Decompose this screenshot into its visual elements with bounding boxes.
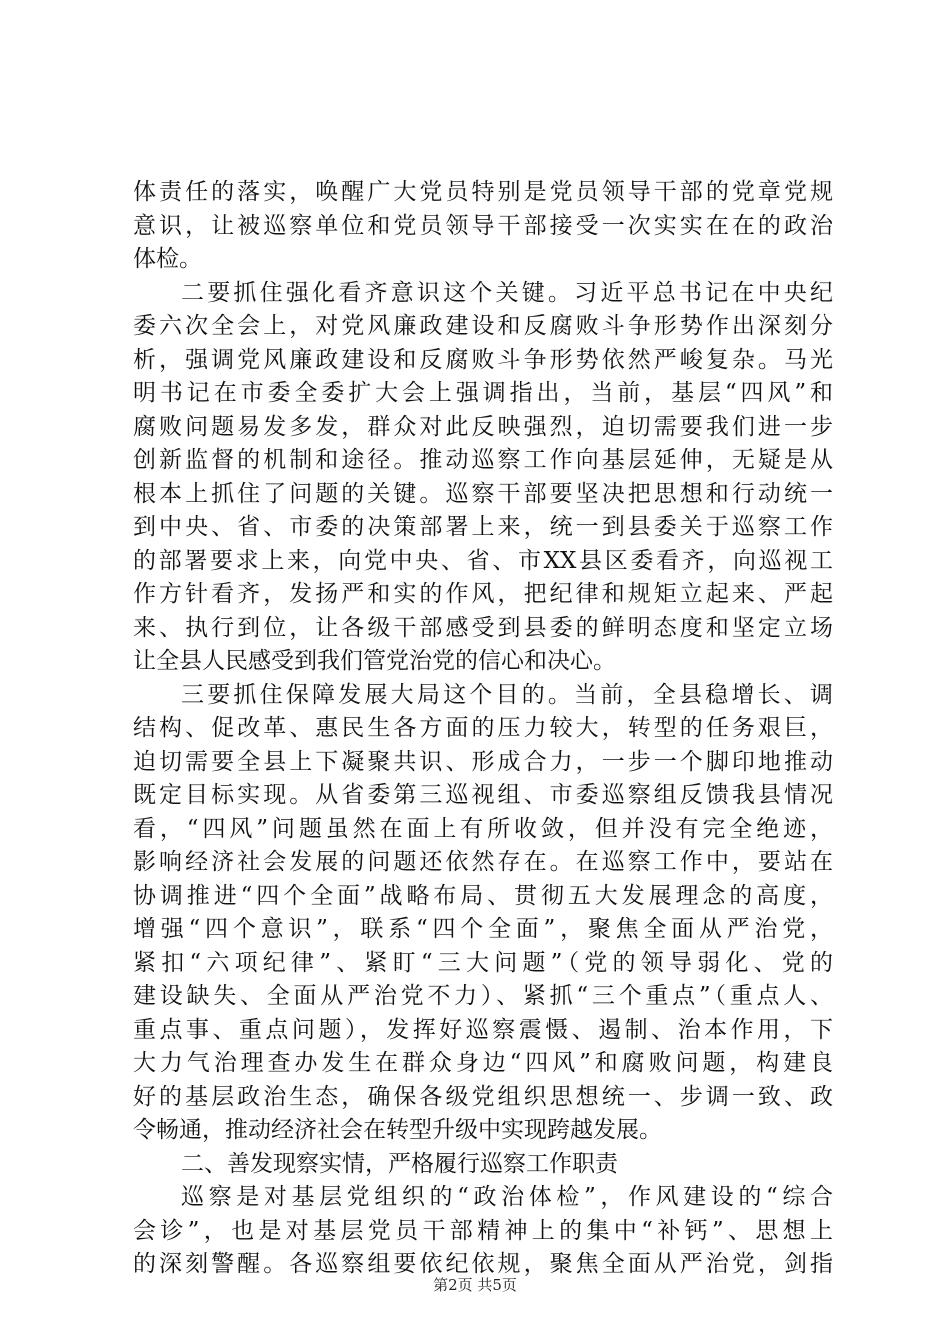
text-line: 体责任的落实，唤醒广大党员特别是党员领导干部的党章党规 (133, 179, 833, 205)
text-line: 会诊”，也是对基层党员干部精神上的集中“补钙”、思想上 (133, 1217, 833, 1244)
text-line: 令畅通，推动经济社会在转型升级中实现跨越发展。 (133, 1117, 662, 1143)
text-line: 结构、促改革、惠民生各方面的压力较大，转型的任务艰巨， (133, 715, 833, 741)
text-line: 意识，让被巡察单位和党员领导干部接受一次实实在在的政治 (133, 212, 833, 239)
text-line: 作方针看齐，发扬严和实的作风，把纪律和规矩立起来、严起 (133, 581, 833, 607)
text-line: 明书记在市委全委扩大会上强调指出，当前，基层“四风”和 (133, 380, 833, 406)
text-line: 三要抓住保障发展大局这个目的。当前，全县稳增长、调 (181, 681, 833, 708)
text-line: 看，“四风”问题虽然在面上有所收敛，但并没有完全绝迹， (133, 815, 833, 842)
text-line: 迫切需要全县上下凝聚共识、形成合力，一步一个脚印地推动 (133, 748, 833, 775)
text-line: 的深刻警醒。各巡察组要依纪依规，聚焦全面从严治党，剑指 (133, 1251, 833, 1277)
text-line: 好的基层政治生态，确保各级党组织思想统一、步调一致、政 (133, 1083, 833, 1110)
document-body (133, 176, 833, 1282)
text-line: 让全县人民感受到我们管党治党的信心和决心。 (133, 648, 616, 674)
text-line: 既定目标实现。从省委第三巡视组、市委巡察组反馈我县情况 (133, 782, 833, 808)
text-line: 体检。 (133, 246, 202, 272)
text-line: 建设缺失、全面从严治党不力）、紧抓“三个重点”（重点人、 (133, 983, 833, 1009)
text-line: 大力气治理查办发生在群众身边“四风”和腐败问题，构建良 (133, 1050, 833, 1076)
page-number-footer: 第2页 共5页 (433, 1276, 517, 1294)
text-line: 增强“四个意识”，联系“四个全面”，聚焦全面从严治党， (133, 916, 833, 942)
text-line: 紧扣“六项纪律”、紧盯“三大问题”（党的领导弱化、党的 (133, 949, 833, 976)
text-line: 二要抓住强化看齐意识这个关键。习近平总书记在中央纪 (181, 279, 833, 306)
text-line: 来、执行到位，让各级干部感受到县委的鲜明态度和坚定立场 (133, 614, 833, 641)
text-line: 析，强调党风廉政建设和反腐败斗争形势依然严峻复杂。马光 (133, 346, 833, 373)
text-line: 根本上抓住了问题的关键。巡察干部要坚决把思想和行动统一 (133, 480, 833, 507)
text-line: 巡察是对基层党组织的“政治体检”，作风建设的“综合 (181, 1184, 833, 1210)
text-line: 的部署要求上来，向党中央、省、市XX县区委看齐，向巡视工 (133, 547, 833, 574)
text-line: 二、善发现察实情，严格履行巡察工作职责 (181, 1150, 618, 1177)
text-line: 重点事、重点问题），发挥好巡察震慑、遏制、治本作用，下 (133, 1016, 833, 1043)
text-line: 腐败问题易发多发，群众对此反映强烈，迫切需要我们进一步 (133, 413, 833, 440)
text-line: 协调推进“四个全面”战略布局、贯彻五大发展理念的高度， (133, 882, 833, 909)
text-line: 创新监督的机制和途径。推动巡察工作向基层延伸，无疑是从 (133, 447, 833, 473)
text-line: 到中央、省、市委的决策部署上来，统一到县委关于巡察工作 (133, 514, 833, 540)
text-line: 委六次全会上，对党风廉政建设和反腐败斗争形势作出深刻分 (133, 313, 833, 339)
text-line: 影响经济社会发展的问题还依然存在。在巡察工作中，要站在 (133, 849, 833, 875)
